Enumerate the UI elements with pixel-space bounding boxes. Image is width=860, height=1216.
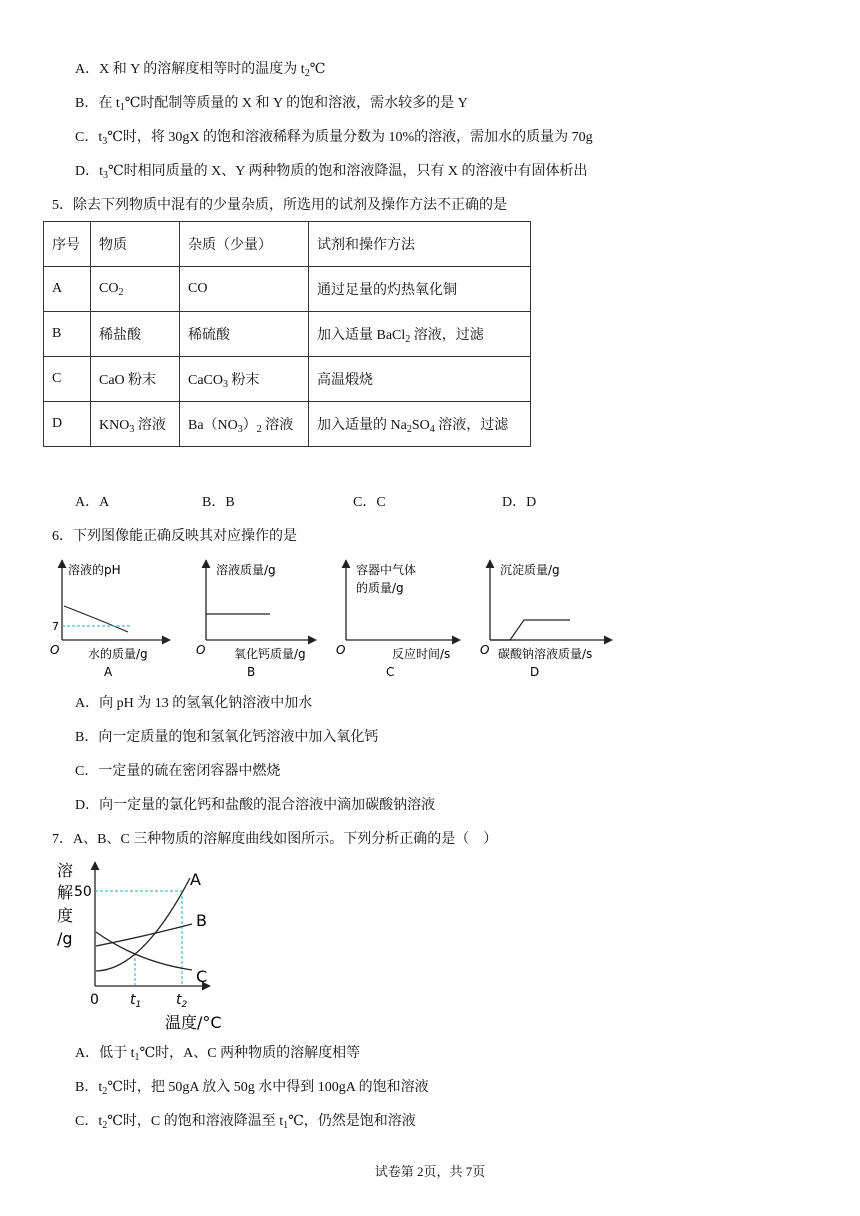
header-cell: 序号 (44, 222, 91, 267)
row-impurity: 稀硫酸 (180, 312, 309, 357)
header-cell: 试剂和操作方法 (309, 222, 531, 267)
row-impurity: CaCO$_3$ 粉末 (180, 357, 309, 402)
table-row (44, 312, 531, 357)
row-id: A (44, 267, 91, 312)
q4-option-c: C．$t_3℃$时，将 30gX 的饱和溶液稀释为质量分数为 10%的溶液，需加水的质量为 70g (75, 130, 593, 147)
table-header-row (44, 222, 531, 267)
q4-option-b: B．在 $t_1℃$时配制等质量的 X 和 Y 的饱和溶液，需水较多的是 Y (75, 96, 468, 113)
row-method: 通过足量的灼热氧化铜 (309, 267, 531, 312)
graph-d-ylabel: 沉淀质量/g (500, 563, 560, 577)
graph-a-tag: A (104, 665, 113, 679)
graph-a-ylabel: 溶液的pH (68, 563, 121, 577)
graph-d (480, 560, 612, 679)
q7-ylabel-4: /g (57, 929, 73, 948)
q5-stem: 5．除去下列物质中混有的少量杂质，所选用的试剂及操作方法不正确的是 (52, 198, 507, 213)
q6-option-a: A．向 pH 为 13 的氢氧化钠溶液中加水 (75, 696, 313, 711)
graph-b-ylabel: 溶液质量/g (216, 563, 276, 577)
q5-option-b: B．B (202, 495, 235, 510)
q4-option-d: D．$t_3℃$时相同质量的 X、Y 两种物质的饱和溶液降温，只有 X 的溶液中有固体析出 (75, 164, 588, 181)
row-impurity: $Ba(NO_3)_2$ 溶液 (180, 402, 309, 447)
graph-b-tag: B (247, 665, 256, 679)
q5-table (43, 221, 531, 447)
q7-curve-c (96, 932, 192, 970)
q7-ylabel-1: 溶 (57, 861, 74, 880)
graph-b-xlabel: 氧化钙质量/g (234, 647, 306, 661)
graph-a (50, 560, 170, 679)
row-substance: $KNO_3$ 溶液 (91, 402, 180, 447)
graph-b (196, 560, 316, 679)
row-method: 高温煅烧 (309, 357, 531, 402)
q6-graphs (40, 556, 620, 684)
page-footer: 试卷第 2页，共 7页 (374, 1164, 486, 1179)
graph-a-origin: O (50, 643, 60, 657)
row-substance: CaO 粉末 (91, 357, 180, 402)
q7-stem: 7．A、B、C 三种物质的溶解度曲线如图所示。下列分析正确的是（ ） (52, 832, 498, 847)
q6-option-c: C．一定量的硫在密闭容器中燃烧 (75, 764, 281, 779)
graph-c-xlabel: 反应时间/s (392, 647, 451, 661)
q6-stem: 6．下列图像能正确反映其对应操作的是 (52, 529, 297, 544)
row-id: D (44, 402, 91, 447)
q7-label-a: A (190, 870, 201, 889)
graph-c-ylabel-2: 的质量/g (356, 581, 404, 595)
graph-b-origin: O (196, 643, 206, 657)
row-substance: 稀盐酸 (91, 312, 180, 357)
q7-solubility-graph (50, 858, 250, 1034)
q7-option-c: C．$t_2℃$时，C 的饱和溶液降温至 $t_1℃$，仍然是饱和溶液 (75, 1114, 416, 1131)
row-impurity: CO (180, 267, 309, 312)
q5-option-a: A．A (75, 495, 110, 510)
header-cell: 物质 (91, 222, 180, 267)
q5-option-c: C．C (353, 495, 386, 510)
row-method: 加入适量的 $Na_2SO_4$ 溶液，过滤 (309, 402, 531, 447)
graph-d-xlabel: 碳酸钠溶液质量/s (498, 647, 593, 661)
q4-option-a: A．X 和 Y 的溶解度相等时的温度为 $t_2℃$ (75, 62, 326, 79)
row-substance: $CO_2$ (91, 267, 180, 312)
q5-option-d: D．D (502, 495, 537, 510)
header-cell: 杂质（少量） (180, 222, 309, 267)
q7-ylabel-3: 度 (57, 906, 74, 925)
table-row (44, 357, 531, 402)
graph-d-tag: D (530, 665, 540, 679)
graph-c (336, 560, 460, 679)
graph-a-xlabel: 水的质量/g (88, 647, 148, 661)
q7-option-b: B．$t_2℃$时，把 50gA 放入 50g 水中得到 100gA 的饱和溶液 (75, 1080, 429, 1097)
q7-ylabel-2: 解 (57, 883, 74, 902)
q7-x-tick-t2: $t_2$ (176, 992, 188, 1010)
graph-a-curve (64, 606, 128, 632)
table-row (44, 402, 531, 447)
row-method: 加入适量 BaCl$_2$ 溶液，过滤 (309, 312, 531, 357)
q7-y-tick-50: 50 (74, 884, 92, 900)
q6-option-d: D．向一定量的氯化钙和盐酸的混合溶液中滴加碳酸钠溶液 (75, 798, 436, 813)
graph-d-origin: O (480, 643, 490, 657)
graph-d-line (490, 620, 570, 640)
graph-c-origin: O (336, 643, 346, 657)
q7-origin: 0 (90, 992, 99, 1008)
graph-c-ylabel-1: 容器中气体 (356, 563, 417, 577)
row-id: C (44, 357, 91, 402)
q7-xlabel: 温度/°C (165, 1013, 222, 1032)
q7-x-tick-t1: $t_1$ (130, 992, 142, 1010)
q7-curve-b (96, 924, 192, 946)
table-row (44, 267, 531, 312)
graph-c-tag: C (386, 665, 395, 679)
q7-label-b: B (196, 911, 207, 930)
q7-label-c: C (196, 967, 208, 986)
row-id: B (44, 312, 91, 357)
q6-option-b: B．向一定质量的饱和氢氧化钙溶液中加入氧化钙 (75, 730, 379, 745)
q7-option-a: A．低于 $t_1℃$时，A、C 两种物质的溶解度相等 (75, 1046, 361, 1063)
graph-a-mark: 7 (52, 620, 59, 633)
